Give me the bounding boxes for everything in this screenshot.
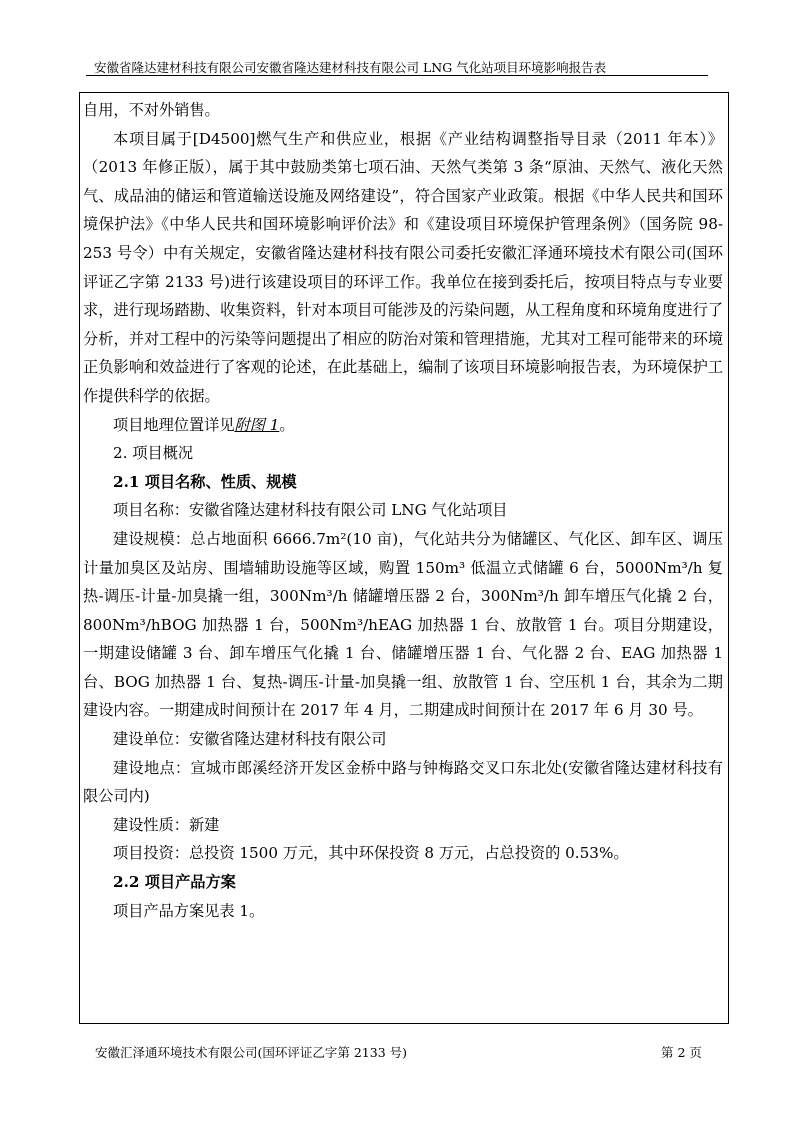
footer-company: 安徽汇泽通环境技术有限公司(国环评证乙字第 2133 号)	[95, 1045, 408, 1060]
location-ref-prefix: 项目地理位置详见	[113, 415, 235, 434]
paragraph-continuation: 自用，不对外销售。	[83, 101, 220, 119]
paragraph-investment: 项目投资：总投资 1500 万元，其中环保投资 8 万元，占总投资的 0.53%。	[113, 844, 629, 863]
document-body	[83, 96, 723, 925]
paragraph-project-name: 项目名称：安徽省隆达建材科技有限公司 LNG 气化站项目	[113, 501, 508, 520]
figure-1-link[interactable]: 附图 1	[234, 415, 280, 434]
paragraph-industry-policy: 本项目属于[D4500]燃气生产和供应业，根据《产业结构调整指导目录（2011 年本）》（2013 年修正版），属于其中鼓励类第七项石油、天然气类第 3 条“原油、天然气、液化天然气、成品油的储运和管道输送设施及网络建设”，符合国家产业政策。根据《中华人民共和国环境保护法》《中华人民共和国环境影响评价法》和《建设项目环境保护管理条例》（国务院 98-253 号令）中有关规定，安徽省隆达建材科技有限公司委托安徽汇泽通环境技术有限公司(国环评证乙字第 2133 号)进行该建设项目的环评工作。我单位在接到委托后，按项目特点与专业要求，进行现场踏勘、收集资料，针对本项目可能涉及的污染问题，从工程角度和环境角度进行了分析，并对工程中的污染等问题提出了相应的防治对策和管理措施，尤其对工程可能带来的环境正负影响和效益进行了客观的论述，在此基础上，编制了该项目环境影响报告表，为环境保护工作提供科学的依据。	[83, 129, 723, 405]
paragraph-location-ref	[83, 411, 723, 440]
paragraph-construction-site: 建设地点：宣城市郎溪经济开发区金桥中路与钟梅路交叉口东北处(安徽省隆达建材科技有限公司内)	[83, 758, 723, 806]
section-heading-2: 2. 项目概况	[113, 444, 194, 463]
paragraph-product-plan: 项目产品方案见表 1。	[113, 901, 265, 920]
page-number: 第 2 页	[661, 1045, 702, 1060]
page-header-title: 安徽省隆达建材科技有限公司安徽省隆达建材科技有限公司 LNG 气化站项目环境影响报告表	[94, 60, 607, 75]
paragraph-construction-unit: 建设单位：安徽省隆达建材科技有限公司	[113, 730, 387, 749]
location-ref-suffix: 。	[279, 415, 295, 434]
paragraph-construction-nature: 建设性质：新建	[113, 815, 220, 834]
section-heading-2-2: 2.2 项目产品方案	[113, 873, 236, 892]
header-divider	[86, 75, 708, 76]
paragraph-construction-scale: 建设规模：总占地面积 6666.7m²(10 亩)，气化站共分为储罐区、气化区、卸车区、调压计量加臭区及站房、围墙辅助设施等区域，购置 150m³ 低温立式储罐 6 台，5000Nm³/h 复热-调压-计量-加臭撬一组，300Nm³/h 储罐增压器 2 台，300Nm³/h 卸车增压气化撬 2 台，800Nm³/hBOG 加热器 1 台，500Nm³/hEAG 加热器 1 台、放散管 1 台。项目分期建设，一期建设储罐 3 台、卸车增压气化撬 1 台、储罐增压器 1 台、气化器 2 台、EAG 加热器 1 台、BOG 加热器 1 台、复热-调压-计量-加臭撬一组、放散管 1 台、空压机 1 台，其余为二期建设内容。一期建成时间预计在 2017 年 4 月，二期建成时间预计在 2017 年 6 月 30 号。	[83, 529, 723, 720]
section-heading-2-1: 2.1 项目名称、性质、规模	[113, 472, 297, 491]
